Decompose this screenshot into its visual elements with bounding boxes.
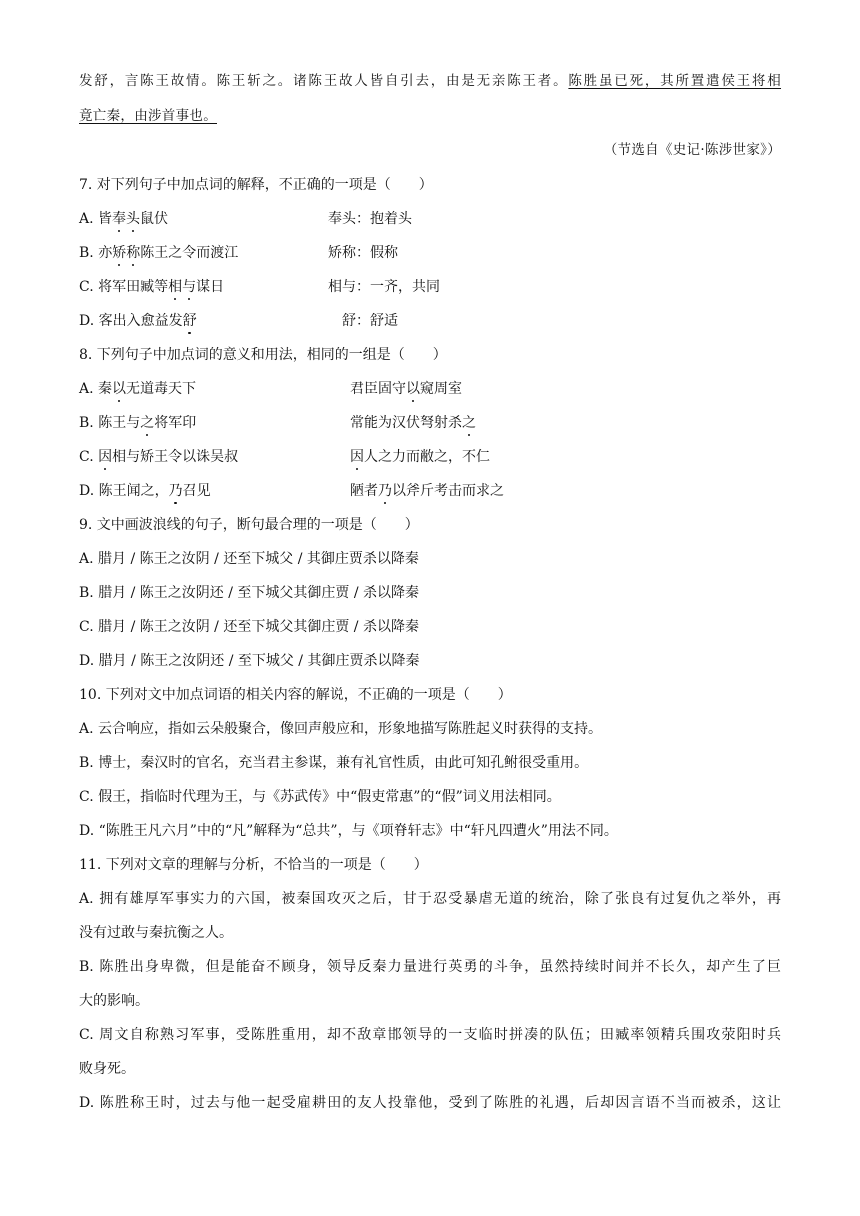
q8-stem: 8. 下列句子中加点词的意义和用法，相同的一组是（ ）	[79, 347, 447, 363]
q11-option-d-line-1: D. 陈胜称王时，过去与他一起受雇耕田的友人投靠他，受到了陈胜的礼遇，后却因言语不当而被杀，这让	[79, 1095, 781, 1111]
q11-option-a-line-2: 没有过敢与秦抗衡之人。	[79, 925, 233, 941]
q8-option-c-compare: 因人之力而敝之，不仁	[350, 449, 490, 465]
q11-stem: 11. 下列对文章的理解与分析，不恰当的一项是（ ）	[79, 857, 428, 873]
q9-option-d: D. 腊月 / 陈王之汝阴还 / 至下城父 / 其御庄贾杀以降秦	[79, 653, 420, 669]
q11-option-c-line-1: C. 周文自称熟习军事，受陈胜重用，却不敌章邯领导的一支临时拼凑的队伍；田臧率领精兵围攻荥阳时兵	[79, 1027, 781, 1043]
q10-option-c: C. 假王，指临时代理为王，与《苏武传》中“假吏常惠”的“假”词义用法相同。	[79, 789, 561, 805]
q7-stem: 7. 对下列句子中加点词的解释，不正确的一项是（ ）	[79, 177, 433, 193]
q8-option-b: B. 陈王与之将军印	[79, 415, 197, 431]
passage-source: （节选自《史记·陈涉世家》）	[603, 142, 781, 158]
q8-option-c: C. 因相与矫王令以诛吴叔	[79, 449, 239, 465]
q8-option-b-compare: 常能为汉伏弩射杀之	[350, 415, 476, 431]
q10-option-a: A. 云合响应，指如云朵般聚合，像回声般应和，形象地描写陈胜起义时获得的支持。	[79, 721, 603, 737]
q9-option-b: B. 腊月 / 陈王之汝阴还 / 至下城父其御庄贾 / 杀以降秦	[79, 585, 420, 601]
q7-option-d: D. 客出入愈益发舒	[79, 313, 197, 329]
q11-option-a-line-1: A. 拥有雄厚军事实力的六国，被秦国攻灭之后，甘于忍受暴虐无道的统治，除了张良有过复仇之举外，再	[79, 891, 781, 907]
q8-option-a: A. 秦以无道毒天下	[79, 381, 197, 397]
q10-option-b: B. 博士，秦汉时的官名，充当君主参谋，兼有礼官性质，由此可知孔鲋很受重用。	[79, 755, 589, 771]
q9-option-c: C. 腊月 / 陈王之汝阴 / 还至下城父其御庄贾 / 杀以降秦	[79, 619, 419, 635]
underlined-sentence-part-1: 陈胜虽已死，其所置遣侯王将相	[568, 73, 782, 89]
q7-option-c-gloss: 相与：一齐，共同	[328, 279, 440, 295]
q9-stem: 9. 文中画波浪线的句子，断句最合理的一项是（ ）	[79, 517, 419, 533]
q8-option-d-compare: 陋者乃以斧斤考击而求之	[350, 483, 504, 499]
q9-option-a: A. 腊月 / 陈王之汝阴 / 还至下城父 / 其御庄贾杀以降秦	[79, 551, 419, 567]
q11-option-b-line-1: B. 陈胜出身卑微，但是能奋不顾身，领导反秦力量进行英勇的斗争，虽然持续时间并不长久，却产生了巨	[79, 959, 781, 975]
q7-option-d-gloss: 舒：舒适	[342, 313, 398, 329]
q7-option-b: B. 亦矫称陈王之令而渡江	[79, 245, 239, 261]
q11-option-c-line-2: 败身死。	[79, 1061, 135, 1077]
q10-stem: 10. 下列对文中加点词语的相关内容的解说，不正确的一项是（ ）	[79, 687, 512, 703]
q7-option-a: A. 皆奉头鼠伏	[79, 211, 169, 227]
q7-option-a-gloss: 奉头：抱着头	[328, 211, 412, 227]
q7-option-c: C. 将军田臧等相与谋日	[79, 279, 225, 295]
q8-option-d: D. 陈王闻之，乃召见	[79, 483, 211, 499]
q10-option-d: D. “陈胜王凡六月”中的“凡”解释为“总共”，与《项脊轩志》中“轩凡四遭火”用法不同。	[79, 823, 618, 839]
underlined-sentence-part-2: 竟亡秦，由涉首事也。	[79, 108, 217, 124]
q11-option-b-line-2: 大的影响。	[79, 993, 149, 1009]
passage-line-2	[79, 107, 217, 125]
q7-option-b-gloss: 矫称：假称	[328, 245, 398, 261]
passage-line-1: 发舒，言陈王故情。陈王斩之。诸陈王故人皆自引去，由是无亲陈王者。陈胜虽已死，其所置遣侯王将相	[79, 73, 782, 89]
q8-option-a-compare: 君臣固守以窥周室	[350, 381, 462, 397]
